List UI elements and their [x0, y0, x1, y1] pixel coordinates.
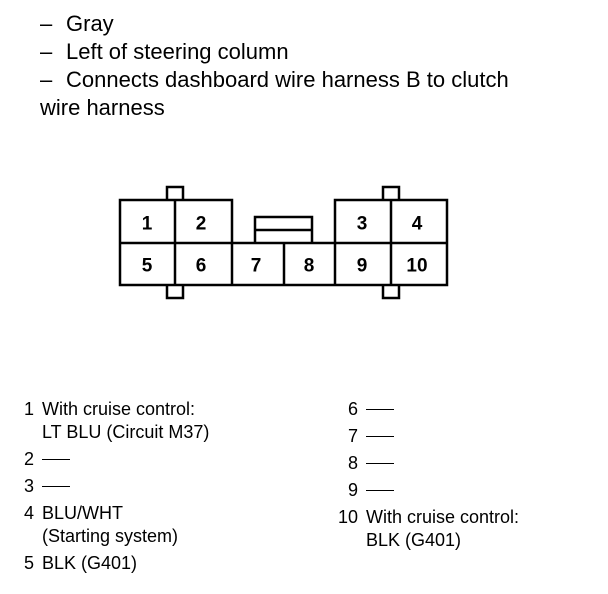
terminal-8: 8: [303, 255, 315, 277]
unused-pin-dash: [42, 448, 70, 460]
pin-entry-7: 7: [328, 425, 519, 448]
terminal-6: 6: [195, 255, 207, 277]
locating-tab-bottom-right: [383, 285, 399, 298]
description-color: – Gray: [40, 11, 114, 36]
pin-entry-4: 4 BLU/WHT: [23, 503, 123, 523]
pin-entry-5: 5 BLK (G401): [23, 553, 138, 573]
terminal-2: 2: [195, 213, 207, 235]
description-connection-continued: wire harness: [40, 95, 165, 120]
unused-pin-dash: [366, 425, 394, 437]
unused-pin-dash: [366, 479, 394, 491]
pin-entry-3: 3: [12, 475, 209, 498]
terminal-10: 10: [406, 255, 428, 277]
terminal-9: 9: [356, 255, 368, 277]
pin-entry-1: 1 With cruise control:: [23, 399, 196, 419]
terminal-3: 3: [356, 213, 368, 235]
pin-entry-9: 9: [328, 479, 519, 502]
terminal-5: 5: [141, 255, 153, 277]
pin-list-right: 6 7 8 9 10 With cruise control: BLK (G401): [328, 398, 519, 552]
pin-entry-2: 2: [12, 448, 209, 471]
unused-pin-dash: [366, 452, 394, 464]
locating-tab-top-right: [383, 187, 399, 200]
pin-entry-6: 6: [328, 398, 519, 421]
locating-tab-bottom-left: [167, 285, 183, 298]
terminal-4: 4: [411, 213, 423, 235]
unused-pin-dash: [366, 398, 394, 410]
terminal-1: 1: [141, 213, 153, 235]
unused-pin-dash: [42, 475, 70, 487]
description-connection: – Connects dashboard wire harness B to clutch: [40, 67, 509, 92]
pin-entry-10: 10 With cruise control:: [337, 507, 520, 527]
locating-tab-top-left: [167, 187, 183, 200]
pin-list-left: 1 With cruise control: LT BLU (Circuit M37) 2 3 4 BLU/WHT (Starting system) 5 BLK (G401): [12, 398, 209, 575]
terminal-7: 7: [250, 255, 262, 277]
description-location: – Left of steering column: [40, 39, 289, 64]
pin-entry-8: 8: [328, 452, 519, 475]
